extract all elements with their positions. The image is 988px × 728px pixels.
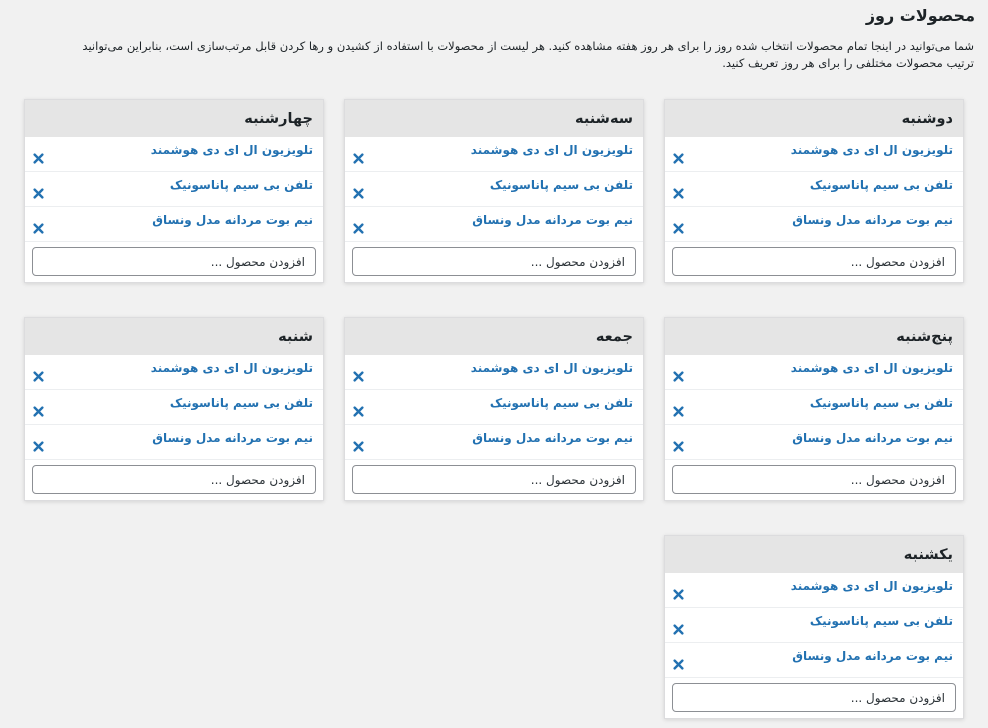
day-box-friday <box>344 317 644 501</box>
day-title: یکشنبه <box>903 546 953 563</box>
day-header <box>345 100 643 137</box>
product-link[interactable]: تلفن بی سیم پاناسونیک <box>169 178 313 192</box>
product-link[interactable]: تلفن بی سیم پاناسونیک <box>809 178 953 192</box>
close-icon[interactable] <box>671 369 685 383</box>
product-link[interactable]: تلفن بی سیم پاناسونیک <box>489 396 633 410</box>
product-row[interactable] <box>25 137 323 172</box>
close-icon[interactable] <box>31 369 45 383</box>
product-row[interactable] <box>665 390 963 425</box>
day-box-thursday <box>664 317 964 501</box>
day-title: چهارشنبه <box>244 110 313 127</box>
product-row[interactable] <box>25 172 323 207</box>
day-header <box>665 536 963 573</box>
page-title: محصولات روز <box>865 6 975 25</box>
product-row[interactable] <box>345 355 643 390</box>
close-icon[interactable] <box>351 369 365 383</box>
product-row[interactable] <box>665 355 963 390</box>
product-link[interactable]: نیم بوت مردانه مدل ونساق <box>792 213 953 227</box>
product-link[interactable]: تلفن بی سیم پاناسونیک <box>809 614 953 628</box>
product-link[interactable]: تلویزیون ال ای دی هوشمند <box>150 143 313 157</box>
close-icon[interactable] <box>351 439 365 453</box>
product-row[interactable] <box>665 643 963 678</box>
day-title: شنبه <box>278 328 313 345</box>
close-icon[interactable] <box>351 151 365 165</box>
close-icon[interactable] <box>31 186 45 200</box>
product-link[interactable]: نیم بوت مردانه مدل ونساق <box>152 213 313 227</box>
day-title: پنج‌شنبه <box>896 328 953 345</box>
product-row[interactable] <box>25 355 323 390</box>
days-grid <box>24 99 964 719</box>
close-icon[interactable] <box>671 404 685 418</box>
add-product-input[interactable] <box>352 465 636 494</box>
product-link[interactable]: تلفن بی سیم پاناسونیک <box>489 178 633 192</box>
page-description <box>14 38 974 72</box>
close-icon[interactable] <box>31 404 45 418</box>
close-icon[interactable] <box>671 151 685 165</box>
add-product-input[interactable] <box>352 247 636 276</box>
close-icon[interactable] <box>671 622 685 636</box>
product-row[interactable] <box>665 573 963 608</box>
product-row[interactable] <box>25 425 323 460</box>
day-title: جمعه <box>595 328 633 345</box>
product-link[interactable]: تلویزیون ال ای دی هوشمند <box>150 361 313 375</box>
day-box-saturday <box>24 317 324 501</box>
product-row[interactable] <box>345 390 643 425</box>
close-icon[interactable] <box>351 404 365 418</box>
product-row[interactable] <box>345 207 643 242</box>
product-row[interactable] <box>25 207 323 242</box>
product-row[interactable] <box>665 425 963 460</box>
day-header <box>25 318 323 355</box>
close-icon[interactable] <box>671 587 685 601</box>
description-line-2: ترتیب محصولات مختلفی را برای هر روز تعریف کنید. <box>722 56 974 70</box>
add-product-input[interactable] <box>672 465 956 494</box>
day-header <box>665 318 963 355</box>
product-row[interactable] <box>345 172 643 207</box>
close-icon[interactable] <box>31 439 45 453</box>
day-header <box>25 100 323 137</box>
product-link[interactable]: تلویزیون ال ای دی هوشمند <box>790 361 953 375</box>
close-icon[interactable] <box>671 657 685 671</box>
product-link[interactable]: تلویزیون ال ای دی هوشمند <box>790 579 953 593</box>
product-row[interactable] <box>345 425 643 460</box>
product-link[interactable]: نیم بوت مردانه مدل ونساق <box>472 213 633 227</box>
product-link[interactable]: نیم بوت مردانه مدل ونساق <box>152 431 313 445</box>
day-box-monday <box>664 99 964 283</box>
day-header <box>665 100 963 137</box>
product-link[interactable]: تلویزیون ال ای دی هوشمند <box>470 143 633 157</box>
close-icon[interactable] <box>351 186 365 200</box>
day-box-tuesday <box>344 99 644 283</box>
add-product-input[interactable] <box>32 247 316 276</box>
day-box-wednesday <box>24 99 324 283</box>
product-link[interactable]: تلویزیون ال ای دی هوشمند <box>470 361 633 375</box>
product-link[interactable]: تلویزیون ال ای دی هوشمند <box>790 143 953 157</box>
day-title: دوشنبه <box>901 110 953 127</box>
product-row[interactable] <box>25 390 323 425</box>
product-link[interactable]: تلفن بی سیم پاناسونیک <box>169 396 313 410</box>
add-product-input[interactable] <box>672 247 956 276</box>
close-icon[interactable] <box>671 439 685 453</box>
product-link[interactable]: تلفن بی سیم پاناسونیک <box>809 396 953 410</box>
product-row[interactable] <box>345 137 643 172</box>
product-link[interactable]: نیم بوت مردانه مدل ونساق <box>472 431 633 445</box>
close-icon[interactable] <box>671 221 685 235</box>
add-product-input[interactable] <box>672 683 956 712</box>
product-link[interactable]: نیم بوت مردانه مدل ونساق <box>792 649 953 663</box>
add-product-input[interactable] <box>32 465 316 494</box>
day-title: سه‌شنبه <box>575 110 633 127</box>
day-header <box>345 318 643 355</box>
close-icon[interactable] <box>31 151 45 165</box>
product-row[interactable] <box>665 207 963 242</box>
product-row[interactable] <box>665 172 963 207</box>
close-icon[interactable] <box>671 186 685 200</box>
day-box-sunday <box>664 535 964 719</box>
description-line-1: شما می‌توانید در اینجا تمام محصولات انتخاب شده روز را برای هر روز هفته مشاهده کنید. هر لیست از محصولات با استفاده از کشیدن و رها کردن قابل مرتب‌سازی است، بنابراین می‌توانید <box>82 39 974 53</box>
product-link[interactable]: نیم بوت مردانه مدل ونساق <box>792 431 953 445</box>
product-row[interactable] <box>665 608 963 643</box>
close-icon[interactable] <box>351 221 365 235</box>
product-row[interactable] <box>665 137 963 172</box>
close-icon[interactable] <box>31 221 45 235</box>
